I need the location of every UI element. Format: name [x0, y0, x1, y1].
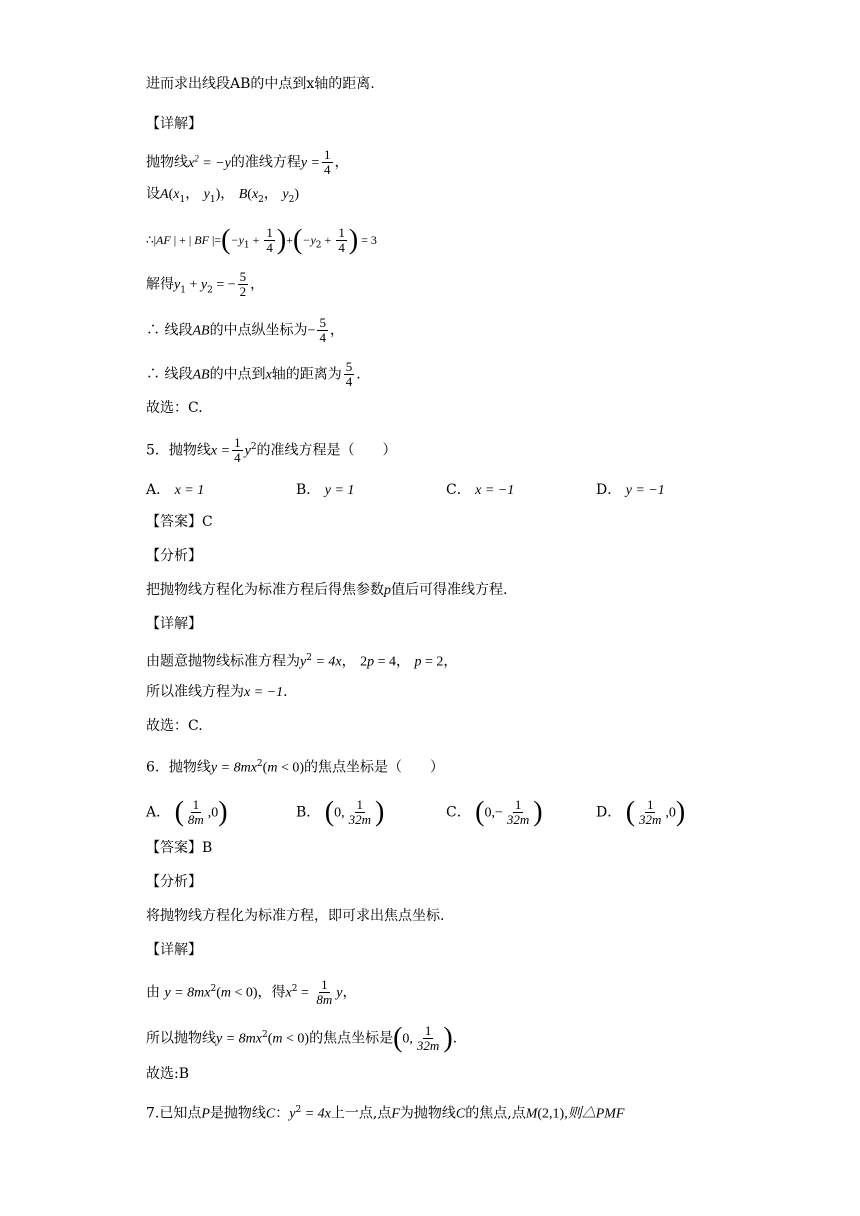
text-line-midpoint-y: ∴ 线段AB的中点纵坐标为− $\frac{5}{4}$ ，	[146, 315, 344, 345]
detail-heading: 【详解】	[146, 116, 202, 132]
text-fragment: ，得	[257, 984, 286, 1001]
text-line-points: 设$A(x_1$， $y_1$)， $B(x_2$， $y_2$)	[146, 186, 299, 205]
detail-5-line2: 所以准线方程为x = −1.	[146, 684, 288, 700]
q6-option-a: A． ( $\frac{1}{8m}$ ,0)	[146, 796, 228, 828]
analysis-6-text: 将抛物线方程化为标准方程，即可求出焦点坐标.	[146, 908, 445, 924]
text-fragment: 为抛物线	[399, 1105, 456, 1122]
text-fragment: ∴ 线段	[146, 322, 193, 339]
question-5: 5．抛物线x = $\frac{1}{4}$ $y^2$的准线方程是（ ）	[146, 435, 397, 465]
text-fragment: 7.已知点	[146, 1105, 202, 1122]
text-line-distance: ∴ 线段AB的中点到x轴的距离为 $\frac{5}{4}$ .	[146, 359, 361, 389]
detail-6-line2: 所以抛物线$y = 8mx^2(m < 0)$的焦点坐标是(0, $\frac{1}{32m}$ ).	[146, 1022, 458, 1054]
text-fragment: 的准线方程	[230, 154, 301, 171]
question-6: 6．抛物线$y = 8mx^2(m < 0)$的焦点坐标是（ ）	[146, 759, 445, 776]
analysis-5-text: 把抛物线方程化为标准方程后得焦参数p值后可得准线方程.	[146, 582, 508, 598]
math-expr: A	[160, 187, 169, 202]
text-fragment: 的焦点坐标是	[309, 1030, 394, 1047]
text-fragment: 是抛物线	[209, 1105, 266, 1122]
q5-option-d: D． y = −1	[596, 482, 665, 498]
detail-6-line1: 由 $y = 8mx^2(m < 0)$，得$x^2$ = $\frac{1}{8m}$ y，	[146, 977, 357, 1007]
text-fragment: 抛物线	[146, 154, 188, 171]
detail-5-heading: 【详解】	[146, 616, 202, 632]
text-line-solve: 解得$y_1 + y_2$ = − $\frac{5}{2}$ ，	[146, 269, 265, 299]
choice-answer-6: 故选:B	[146, 1066, 190, 1082]
text-fragment: 由题意抛物线标准方程为	[146, 653, 300, 670]
q6-option-c: C． (0,− $\frac{1}{32m}$ )	[446, 796, 543, 828]
detail-6-heading: 【详解】	[146, 942, 202, 958]
text-fragment: 的准线方程是（ ）	[256, 442, 397, 459]
fraction: $\frac{1}{4}$	[324, 147, 331, 178]
text-line-midpoint-intro: 进而求出线段AB的中点到x轴的距离.	[146, 76, 375, 92]
detail-5-line1: 由题意抛物线标准方程为$y^2 = 4x$， 2p = 4， p = 2，	[146, 653, 458, 670]
math-expr: $x^2 = -y$	[188, 153, 231, 171]
text-fragment: 轴的距离为	[271, 366, 342, 383]
q6-option-d: D． ( $\frac{1}{32m}$ ,0)	[596, 796, 686, 828]
q6-option-b: B． (0, $\frac{1}{32m}$ )	[296, 796, 385, 828]
answer-5: 【答案】C	[146, 514, 213, 530]
choice-answer-1: 故选：C.	[146, 400, 203, 416]
question-7: 7.已知点P是抛物线C：$y^2 = 4x$上一点,点F为抛物线C的焦点,点M(2,1),则△PMF	[146, 1105, 625, 1122]
q5-option-b: B． y = 1	[296, 482, 355, 498]
text-fragment: 设	[146, 186, 160, 202]
text-fragment: 解得	[146, 276, 174, 293]
math-expr: y =	[300, 155, 320, 171]
choice-answer-5: 故选：C.	[146, 718, 203, 734]
text-fragment: 的焦点坐标是（ ）	[304, 759, 445, 776]
text-fragment: 6．抛物线	[146, 759, 211, 776]
text-fragment: 把抛物线方程化为标准方程后得焦参数	[146, 582, 384, 598]
text-fragment: 所以抛物线	[146, 1030, 216, 1047]
text-line-focal-sum: ∴|AF | + | BF $|=(-y_1$ + $\frac{1}{4}$ )$+(-y_2$ + $\frac{1}{4}$ ) = 3	[146, 224, 377, 256]
answer-6: 【答案】B	[146, 840, 213, 856]
text-fragment: ∴ 线段	[146, 366, 193, 383]
text-fragment: ,则△PMF	[564, 1106, 625, 1122]
text-fragment: 5．抛物线	[146, 442, 211, 459]
text-fragment: 的中点到	[209, 366, 266, 383]
analysis-6-heading: 【分析】	[146, 874, 202, 890]
text-fragment: 所以准线方程为	[146, 684, 244, 700]
analysis-5-heading: 【分析】	[146, 548, 202, 564]
text-fragment: 上一点,点	[330, 1105, 392, 1122]
text-fragment: 由	[146, 984, 160, 1001]
text-fragment: 的焦点,点	[465, 1105, 526, 1122]
text-fragment: 的中点纵坐标为	[209, 322, 308, 339]
text-fragment: 值后可得准线方程.	[391, 582, 508, 598]
q5-option-c: C． x = −1	[446, 482, 515, 498]
text-line-directrix: 抛物线$x^2 = -y$的准线方程y = $\frac{1}{4}$ ，	[146, 147, 349, 178]
q5-option-a: A． x = 1	[146, 482, 205, 498]
